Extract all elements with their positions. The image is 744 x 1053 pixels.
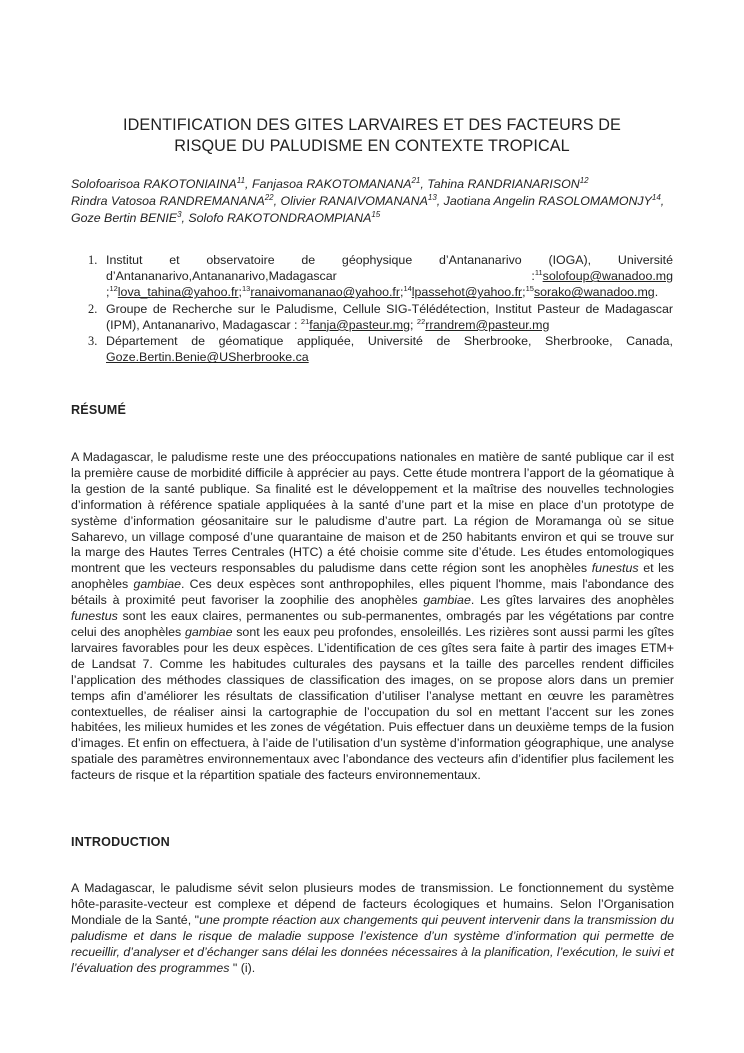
species-name: gambiae: [423, 593, 471, 608]
author-affiliation-mark: 13: [427, 192, 437, 202]
affiliation-item: 2. Groupe de Recherche sur le Paludisme, Cellule SIG-Télédétection, Institut Pasteur de Madagascar (IPM), Antananarivo, Madagascar : $^{21}$fanja@pasteur.mg; $^{22}$rrandrem@pasteur.mg: [88, 301, 673, 332]
paper-title: [90, 115, 654, 157]
author-affiliation-mark: 12: [579, 175, 589, 185]
list-number: 2.: [88, 301, 98, 316]
email-mark: 21: [300, 316, 310, 326]
email-link[interactable]: fanja@pasteur.mg: [309, 317, 411, 332]
author-affiliation-mark: 15: [371, 209, 381, 219]
email-link[interactable]: lpassehot@yahoo.fr: [411, 285, 523, 300]
affiliation-item: [88, 333, 673, 365]
list-number: 1.: [88, 253, 98, 267]
text-run: et les anophèles: [71, 561, 674, 592]
quotation-text: une prompte réaction aux changements qui peuvent intervenir dans la transmission du paludisme et dans le risque de maladie suppose l’existence d’un système d’information qui permette de recueillir, d’analyser et d’échanger sans délai les données nécessaires à la planification, l’exécution, le suivi et l’évaluation des programmes: [71, 912, 674, 975]
email-link[interactable]: solofoup@wanadoo.mg: [542, 269, 673, 284]
email-mark: 22: [416, 316, 426, 326]
species-name: funestus: [71, 609, 118, 624]
email-link[interactable]: rrandrem@pasteur.mg: [425, 317, 550, 332]
text-run: " (i).: [229, 960, 256, 975]
email-link[interactable]: lova_tahina@yahoo.fr: [117, 285, 239, 300]
text-run: sont les eaux peu profondes, ensoleillés. Les rizières sont aussi parmi les gîtes larvaires favorables pour les deux espèces. L’identification de ces gîtes sera faite à partir des images ETM+ de Landsat 7. Comme les habitudes culturales des paysans et la taille des parcelles rendent difficiles l’application des méthodes classiques de classification des images, on se propose alors dans un premier temps afin d’améliorer les résultats de classification d’utiliser l’analyse mettant en œuvre les paramètres contextuelles, de réaliser ainsi la cartographie de l’occupation du sol en mettant l’accent sur les zones habitées, les milieux humides et les zones de végétation. Puis effectuer dans un deuxième temps de la fusion d’images. Et enfin on effectuera, à l’aide de l’utilisation d’un système d’information géographique, une analyse spatiale des paramètres environnementaux avec l’abondance des vecteurs afin d’identifier plus facilement les facteurs de risque et la répartition spatiale des facteurs environnementaux.: [71, 624, 674, 783]
author-name: Fanjasoa RAKOTOMANANA: [251, 177, 412, 191]
author-name: Rindra Vatosoa RANDREMANANA: [71, 194, 265, 208]
author-name: Jaotiana Angelin RASOLOMAMONJY: [443, 194, 652, 208]
list-number: 3.: [88, 334, 98, 349]
email-link[interactable]: sorako@wanadoo.mg: [533, 285, 655, 300]
affiliation-list: [88, 252, 673, 365]
introduction-paragraph: [71, 881, 674, 976]
author-list: Solofoarisoa RAKOTONIAINA$^{11}$, Fanjasoa RAKOTOMANANA$^{21}$, Tahina RANDRIANARISON$^{12}$ Rindra Vatosoa RANDREMANANA$^{22}$, Olivier RANAIVOMANANA$^{13}$, Jaotiana Angelin RASOLOMAMONJY$^{14}$, Goze Bertin BENIE$^3$, Solofo RAKOTONDRAOMPIANA$^{15}$: [71, 175, 665, 225]
author-name: Olivier RANAIVOMANANA: [280, 194, 428, 208]
affiliation-text: Institut et observatoire de géophysique d’Antananarivo (IOGA), Université d’Antananarivo,Antananarivo,Madagascar :: [106, 253, 673, 284]
species-name: funestus: [591, 561, 639, 576]
email-link[interactable]: Goze.Bertin.Benie@USherbrooke.ca: [106, 350, 309, 365]
title-line-2: RISQUE DU PALUDISME EN CONTEXTE TROPICAL: [174, 137, 570, 155]
section-heading-resume: RÉSUMÉ: [71, 403, 127, 417]
resume-paragraph: [71, 450, 674, 784]
author-name: Goze Bertin BENIE: [71, 211, 178, 225]
author-name: Solofo RAKOTONDRAOMPIANA: [188, 211, 372, 225]
text-run: . Ces deux espèces sont anthropophiles, elles piquent l'homme, mais l'abondance des bétails à proximité peut favoriser la zoophilie des anophèles: [71, 577, 675, 608]
text-run: . Les gîtes larvaires des anophèles: [470, 593, 674, 608]
author-name: Tahina RANDRIANARISON: [427, 177, 580, 191]
author-affiliation-mark: 14: [651, 192, 661, 202]
affiliation-text: Groupe de Recherche sur le Paludisme, Cellule SIG-Télédétection, Institut Pasteur de Madagascar (IPM), Antananarivo, Madagascar :: [106, 301, 673, 332]
text-run: A Madagascar, le paludisme sévit selon plusieurs modes de transmission. Le fonctionnement du système hôte-parasite-vecteur est complexe et dépend de facteurs écologiques et humains. Selon l’Organisation Mondiale de la Santé, ": [71, 881, 674, 927]
email-link[interactable]: ranaivomananao@yahoo.fr: [250, 285, 400, 300]
affiliation-text: Département de géomatique appliquée, Université de Sherbrooke, Sherbrooke, Canada,: [106, 334, 673, 349]
author-affiliation-mark: 21: [411, 175, 421, 185]
author-affiliation-mark: 3: [177, 209, 182, 219]
author-name: Solofoarisoa RAKOTONIAINA: [71, 177, 237, 191]
email-mark: 15: [525, 284, 534, 294]
section-heading-introduction: INTRODUCTION: [71, 835, 170, 849]
author-affiliation-mark: 11: [236, 175, 246, 185]
email-mark: 11: [534, 268, 543, 278]
text-run: sont les eaux claires, permanentes ou sub-permanentes, ombragés par les végétations par contre celui des anophèles: [71, 609, 674, 639]
species-name: gambiae: [133, 577, 181, 592]
species-name: gambiae: [184, 624, 233, 639]
author-affiliation-mark: 22: [264, 192, 274, 202]
email-mark: 14: [403, 284, 412, 294]
title-line-1: IDENTIFICATION DES GITES LARVAIRES ET DES FACTEURS DE: [123, 116, 621, 134]
email-mark: 12: [109, 284, 118, 294]
text-run: A Madagascar, le paludisme reste une des préoccupations nationales en matière de santé publique car il est la première cause de morbidité difficile à apprécier au pays. Cette étude montrera l’apport de la géomatique à la gestion de la santé publique. Sa finalité est le développement et la maîtrise des nouvelles technologies d’information à référence spatiale appliquées à la santé d’une part et la mise en place d’un prototype de système d’information géosanitaire sur le paludisme d’autre part. La région de Moramanga où se situe Saharevo, un village composé d’une quarantaine de maison et de 250 habitants environ et qui se trouve sur la marge des Hautes Terres Centrales (HTC) a été choisie comme site d’étude. Les études entomologiques montrent que les vecteurs responsables du paludisme dans cette région sont les anophèles: [71, 450, 674, 576]
affiliation-item: 1. Institut et observatoire de géophysique d’Antananarivo (IOGA), Université d’Antananarivo,Antananarivo,Madagascar :$^{11}$solofoup@wanadoo.mg ;$^{12}$lova_tahina@yahoo.fr;$^{13}$ranaivomananao@yahoo.fr;$^{14}$lpassehot@yahoo.fr;$^{15}$sorako@wanadoo.mg.: [88, 253, 673, 300]
email-mark: 13: [241, 284, 251, 294]
